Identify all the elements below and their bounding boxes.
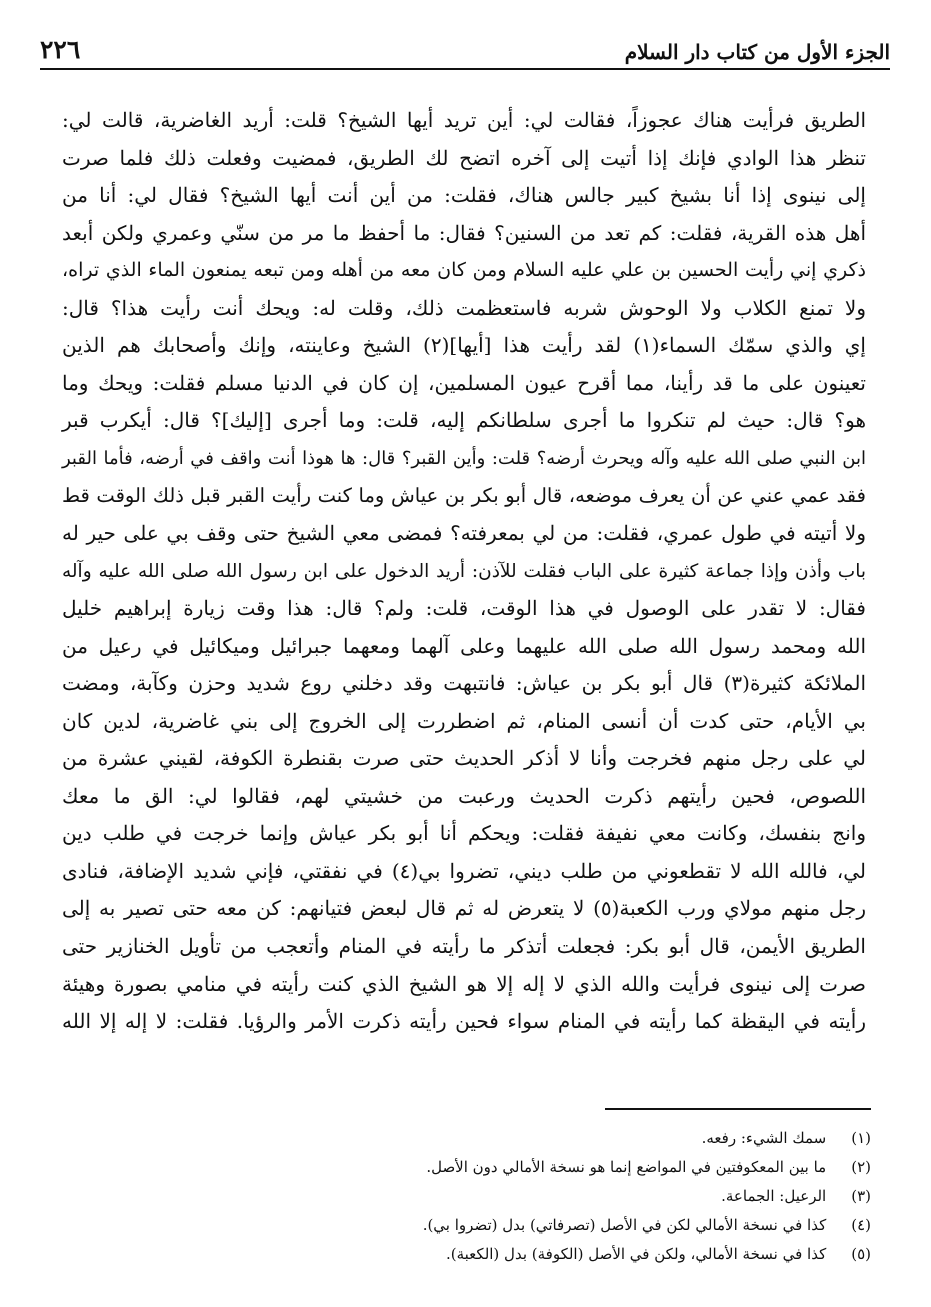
text-line: وانج بنفسك، وكانت معي نفيفة فقلت: ويحكم أنا أبو بكر عياش وإنما خرجت في طلب دين <box>62 821 866 846</box>
footnote-number: (٥) <box>851 1245 871 1263</box>
page-number: ٢٢٦ <box>40 35 81 64</box>
text-line: أهل هذه القرية، فقلت: كم تعد من السنين؟ فقال: ما أحفظ ما مر من سنّي وعمري ولكن أبعد <box>62 220 866 245</box>
footnote-text: ما بين المعكوفتين في المواضع إنما هو نسخة الأمالي دون الأصل. <box>426 1158 827 1176</box>
text-line: رجل منهم مولاي ورب الكعبة(٥) لا يتعرض له ثم قال لبعض فتيانهم: كن معه حتى تصير به إلى <box>62 896 866 921</box>
text-line: الله ومحمد رسول الله صلى الله عليهما وعلى آلهما ومعهما جبرائيل وميكائيل في رعيل من <box>62 633 866 658</box>
footnote-number: (٤) <box>851 1216 871 1234</box>
footnotes <box>91 1124 871 1269</box>
text-line: لي على رجل منهم فخرجت وأنا لا أذكر الحديث حتى صرت بقنطرة الكوفة، لقيني عشرة من <box>62 746 866 771</box>
text-line: ابن النبي صلى الله عليه وآله ويحرث أرضه؟ قلت: وأين القبر؟ قال: ها هوذا أنت واقف في أرضه، فأما القبر <box>62 447 866 469</box>
running-head: الجزء الأول من كتاب دار السلام <box>624 40 890 64</box>
footnote-text: كذا في نسخة الأمالي، ولكن في الأصل (الكوفة) بدل (الكعبة). <box>445 1245 827 1263</box>
text-line: بي الأيام، حتى كدت أن أنسى المنام، ثم اضطررت إلى الخروج إلى بني غاضرية، لدين كان <box>62 708 867 733</box>
footnote-item <box>91 1153 871 1182</box>
text-line: الطريق الأيمن، قال أبو بكر: فجعلت أتذكر ما رأيته في المنام وأتعجب من تأويل الخنازير حتى <box>62 934 866 959</box>
text-line: تنظر هذا الوادي فإنك إذا أتيت إلى آخره اتضح لك الطريق، فمضيت وفعلت ذلك فلما صرت <box>62 145 866 170</box>
text-line: ذكري إني رأيت الحسين بن علي عليه السلام ومن كان معه من أهله ومن تبعه يمنعون الماء الذي تراه، <box>62 259 866 282</box>
footnote-text: الرعيل: الجماعة. <box>721 1187 827 1205</box>
page-header <box>40 30 890 70</box>
text-line: ولا أتيته في طول عمري، فقلت: من لي بمعرفته؟ فمضى معي الشيخ حتى وقف بي على حير له <box>62 521 866 546</box>
text-line: تعينون على ما قد رأينا، مما أقرح عيون المسلمين، إن كان في الدنيا مسلم فقلت: ويحك وما <box>62 370 866 395</box>
text-line: باب وأذن وإذا جماعة كثيرة على الباب فقلت للآذن: أريد الدخول على ابن رسول الله صلى الله عليه وآله <box>62 560 866 582</box>
footnote-item <box>91 1211 871 1240</box>
text-line: صرت إلى نينوى فرأيت والله الذي لا إله إلا هو الشيخ الذي كنت رأيته في منامي بصورة وهيئة <box>62 971 866 996</box>
footnote-item <box>91 1182 871 1211</box>
text-line: فقد عمي عني عن أن يعرف موضعه، قال أبو بكر بن عياش وما كنت رأيت القبر قبل ذلك الوقت قط <box>62 484 866 508</box>
body-text <box>62 102 866 1041</box>
footnote-number: (١) <box>851 1129 871 1147</box>
text-line: إي والذي سمّك السماء(١) لقد رأيت هذا [أيها](٢) الشيخ وعاينته، وإنك وأصحابك هم الذين <box>62 333 866 358</box>
text-line: فقال: لا تقدر على الوصول في هذا الوقت، قلت: ولم؟ قال: هذا وقت زيارة إبراهيم خليل <box>62 596 866 621</box>
text-line: إلى نينوى إذا أنا بشيخ كبير جالس هناك، فقلت: من أين أنت أيها الشيخ؟ فقال لي: أنا من <box>62 183 866 208</box>
footnote-divider <box>605 1108 871 1110</box>
text-line: اللصوص، فحين رأيتهم ذكرت الحديث ورعبت من خشيتي لهم، فقالوا لي: الق ما معك <box>62 783 866 808</box>
text-line: لي، فالله الله لا تقطعوني من طلب ديني، تضروا بي(٤) في نفقتي، فإني شديد الإضافة، فنادى <box>62 858 866 883</box>
footnote-item <box>91 1124 871 1153</box>
footnote-number: (٣) <box>851 1187 871 1205</box>
text-line: الطريق فرأيت هناك عجوزاً، فقالت لي: أين تريد أيها الشيخ؟ قلت: أريد الغاضرية، قالت لي: <box>62 108 867 132</box>
text-line: هو؟ قال: حيث لم تنكروا ما أجرى سلطانكم إليه، قلت: وما أجرى [إليك]؟ قال: أيكرب قبر <box>62 408 866 433</box>
footnote-text: سمك الشيء: رفعه. <box>701 1129 827 1147</box>
footnote-item <box>91 1240 871 1269</box>
text-line: رأيته في اليقظة كما رأيته في المنام سواء فحين رأيته ذكرت الأمر والرؤيا. فقلت: لا إله إلا الله <box>62 1009 867 1034</box>
text-line: الملائكة كثيرة(٣) قال أبو بكر بن عياش: فانتبهت وقد دخلني روع شديد وحزن وكآبة، ومضت <box>62 671 867 696</box>
footnote-text: كذا في نسخة الأمالي لكن في الأصل (تصرفاتي) بدل (تضروا بي). <box>422 1216 827 1234</box>
text-line: ولا تمنع الكلاب ولا الوحوش شربه فاستعظمت ذلك، وقلت له: ويحك أنت رأيت هذا؟ قال: <box>62 295 866 320</box>
footnote-number: (٢) <box>851 1158 871 1176</box>
